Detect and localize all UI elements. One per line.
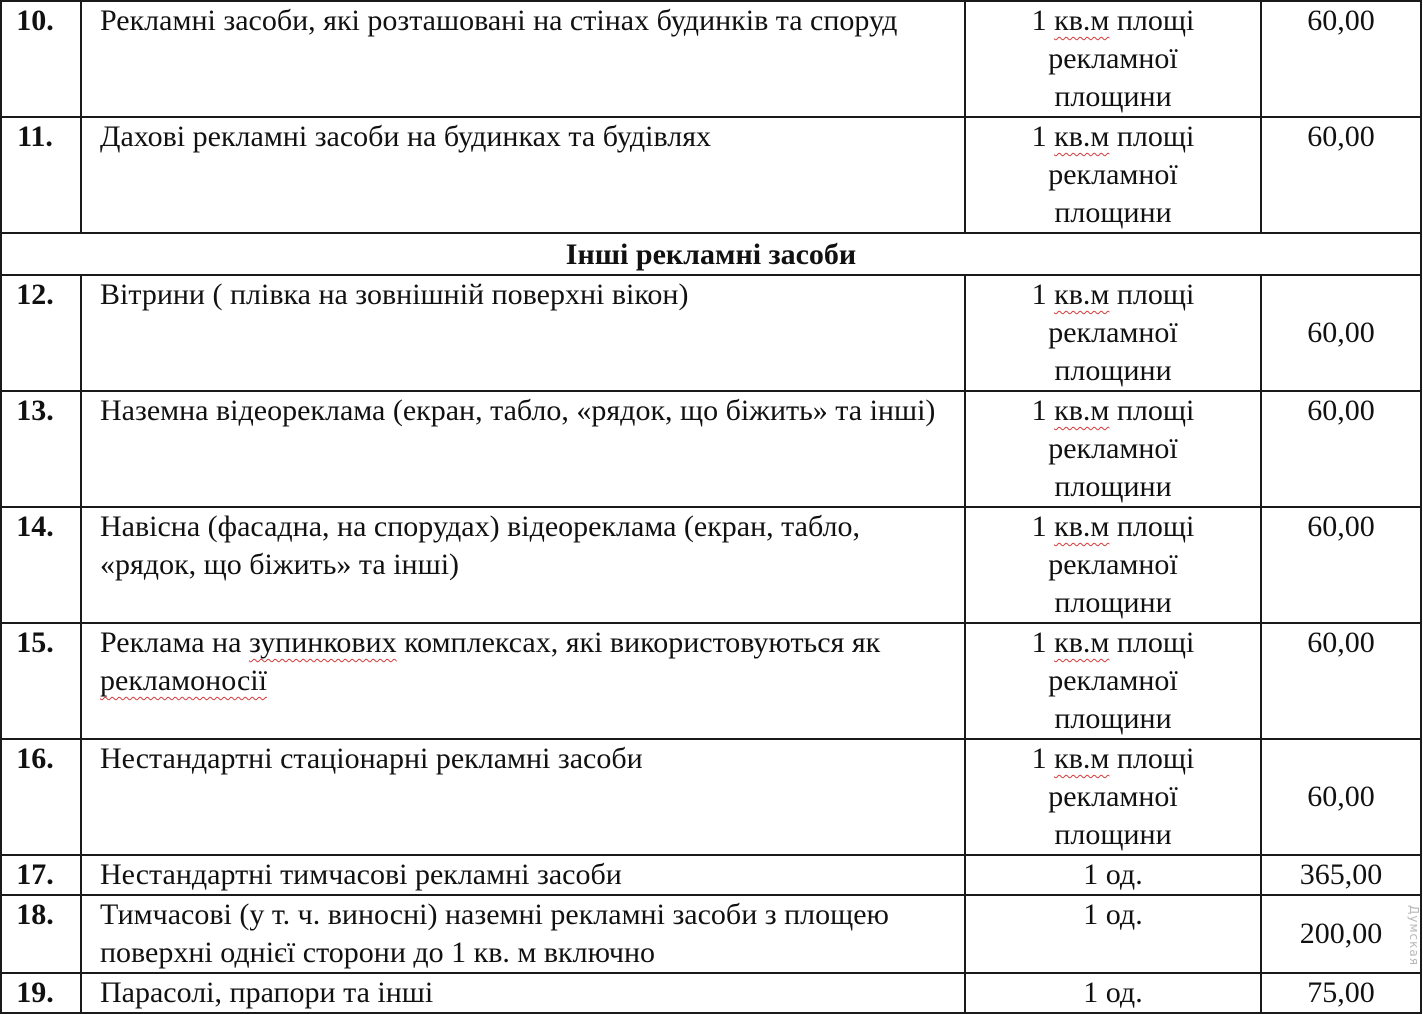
unit-cell bbox=[965, 623, 1261, 739]
unit-line-1: 1 кв.м площі bbox=[1031, 278, 1195, 311]
unit-cell bbox=[965, 275, 1261, 391]
table-row bbox=[1, 739, 1421, 855]
price-cell: 60,00 bbox=[1261, 1, 1421, 117]
table-row bbox=[1, 895, 1421, 973]
unit-cell: 1 од. bbox=[965, 973, 1261, 1013]
item-name-cell: Нестандартні стаціонарні рекламні засоби bbox=[81, 739, 965, 855]
unit-cell: 1 од. bbox=[965, 855, 1261, 895]
table-row bbox=[1, 391, 1421, 507]
unit-cell bbox=[965, 1, 1261, 117]
unit-line-2: рекламної bbox=[1048, 780, 1178, 813]
table-row bbox=[1, 855, 1421, 895]
price-cell: 365,00 bbox=[1261, 855, 1421, 895]
row-number-cell: 17. bbox=[1, 855, 81, 895]
unit-line-3: площини bbox=[1054, 586, 1172, 619]
section-title: Інші рекламні засоби bbox=[1, 233, 1421, 275]
unit-line-3: площини bbox=[1054, 818, 1172, 851]
unit-line-1: 1 кв.м площі bbox=[1031, 626, 1195, 659]
row-number-cell: 10. bbox=[1, 1, 81, 117]
spellcheck-underlined-word: кв.м bbox=[1054, 510, 1110, 543]
unit-line-3: площини bbox=[1054, 196, 1172, 229]
item-name-cell: Рекламні засоби, які розташовані на стінах будинків та споруд bbox=[81, 1, 965, 117]
price-cell: 75,00 bbox=[1261, 973, 1421, 1013]
unit-line-1: 1 кв.м площі bbox=[1031, 394, 1195, 427]
unit-line-2: рекламної bbox=[1048, 548, 1178, 581]
item-name-cell: Нестандартні тимчасові рекламні засоби bbox=[81, 855, 965, 895]
spellcheck-underlined-word: кв.м bbox=[1054, 4, 1110, 37]
unit-line-3: площини bbox=[1054, 354, 1172, 387]
price-cell: 60,00 bbox=[1261, 117, 1421, 233]
row-number-cell: 16. bbox=[1, 739, 81, 855]
spellcheck-underlined-word: кв.м bbox=[1054, 278, 1110, 311]
unit-line-2: рекламної bbox=[1048, 316, 1178, 349]
row-number-cell: 12. bbox=[1, 275, 81, 391]
unit-line-1: 1 кв.м площі bbox=[1031, 742, 1195, 775]
price-cell: 60,00 bbox=[1261, 623, 1421, 739]
spellcheck-underlined-word: кв.м bbox=[1054, 626, 1110, 659]
unit-cell bbox=[965, 117, 1261, 233]
unit-line-2: рекламної bbox=[1048, 432, 1178, 465]
unit-cell bbox=[965, 739, 1261, 855]
unit-line-2: рекламної bbox=[1048, 42, 1178, 75]
unit-line-3: площини bbox=[1054, 80, 1172, 113]
item-name-cell: Навісна (фасадна, на спорудах) відеореклама (екран, табло, «рядок, що біжить» та інші) bbox=[81, 507, 965, 623]
row-number-cell: 14. bbox=[1, 507, 81, 623]
unit-line-3: площини bbox=[1054, 702, 1172, 735]
unit-cell: 1 од. bbox=[965, 895, 1261, 973]
item-name-cell: Дахові рекламні засоби на будинках та будівлях bbox=[81, 117, 965, 233]
item-name-cell: Парасолі, прапори та інші bbox=[81, 973, 965, 1013]
row-number-cell: 19. bbox=[1, 973, 81, 1013]
table-row bbox=[1, 275, 1421, 391]
unit-line-1: 1 кв.м площі bbox=[1031, 120, 1195, 153]
table-row bbox=[1, 1, 1421, 117]
unit-line-2: рекламної bbox=[1048, 158, 1178, 191]
section-header-row bbox=[1, 233, 1421, 275]
row-number-cell: 15. bbox=[1, 623, 81, 739]
unit-line-3: площини bbox=[1054, 470, 1172, 503]
spellcheck-underlined-word: кв.м bbox=[1054, 742, 1110, 775]
row-number-cell: 13. bbox=[1, 391, 81, 507]
spellcheck-underlined-word: кв.м bbox=[1054, 394, 1110, 427]
spellcheck-underlined-word: зупинкових bbox=[248, 626, 397, 659]
item-name-cell: Наземна відеореклама (екран, табло, «рядок, що біжить» та інші) bbox=[81, 391, 965, 507]
price-cell: 200,00 bbox=[1261, 895, 1421, 973]
price-cell: 60,00 bbox=[1261, 275, 1421, 391]
watermark: Думская bbox=[1407, 905, 1421, 966]
spellcheck-underlined-word: кв.м bbox=[1054, 120, 1110, 153]
unit-line-1: 1 кв.м площі bbox=[1031, 4, 1195, 37]
row-number-cell: 18. bbox=[1, 895, 81, 973]
price-cell: 60,00 bbox=[1261, 507, 1421, 623]
item-name-cell: Тимчасові (у т. ч. виносні) наземні рекламні засоби з площею поверхні однієї сторони до 1 кв. м включно bbox=[81, 895, 965, 973]
table-row bbox=[1, 117, 1421, 233]
unit-cell bbox=[965, 391, 1261, 507]
unit-cell bbox=[965, 507, 1261, 623]
table-row bbox=[1, 623, 1421, 739]
unit-line-2: рекламної bbox=[1048, 664, 1178, 697]
item-name-cell: Вітрини ( плівка на зовнішній поверхні вікон) bbox=[81, 275, 965, 391]
item-name-cell: Реклама на зупинкових комплексах, які використовуються як рекламоносії bbox=[81, 623, 965, 739]
table-row bbox=[1, 507, 1421, 623]
unit-line-1: 1 кв.м площі bbox=[1031, 510, 1195, 543]
spellcheck-underlined-word: рекламоносії bbox=[100, 664, 267, 697]
price-cell: 60,00 bbox=[1261, 391, 1421, 507]
row-number-cell: 11. bbox=[1, 117, 81, 233]
table-row bbox=[1, 973, 1421, 1013]
price-cell: 60,00 bbox=[1261, 739, 1421, 855]
